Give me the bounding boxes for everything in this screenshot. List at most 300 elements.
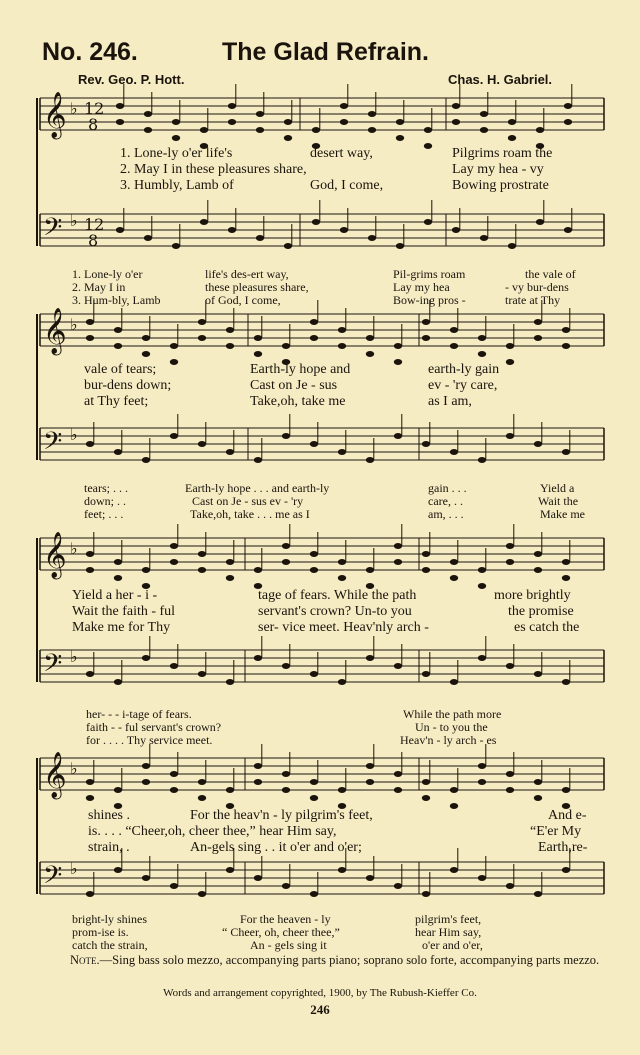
- key-flat: ♭: [70, 99, 78, 118]
- lyric-text: 2. May I in: [72, 280, 126, 294]
- hymn-title: The Glad Refrain.: [222, 38, 429, 66]
- note-head: [366, 779, 374, 785]
- note-head: [562, 679, 570, 685]
- note-head: [144, 235, 152, 241]
- note-head: [86, 319, 94, 325]
- lyric-text: Lay my hea - vy: [452, 162, 544, 177]
- note-head: [562, 787, 570, 793]
- lyric-text: the vale of: [525, 267, 576, 281]
- note-head: [312, 127, 320, 133]
- lyric-text: 1. Lone-ly o'er life's: [120, 146, 233, 161]
- note-head: [312, 219, 320, 225]
- lyric-text: these pleasures share,: [205, 280, 309, 294]
- note-head: [86, 795, 94, 801]
- note-head: [536, 219, 544, 225]
- performance-note: [70, 952, 610, 969]
- note-head: [394, 359, 402, 365]
- note-head: [86, 891, 94, 897]
- note-head: [564, 103, 572, 109]
- lyric-text: “E'er My: [530, 824, 582, 839]
- music-credit: Chas. H. Gabriel.: [448, 72, 553, 87]
- note-head: [228, 227, 236, 233]
- note-head: [284, 243, 292, 249]
- note-head: [284, 119, 292, 125]
- note-head: [562, 559, 570, 565]
- note-head: [366, 457, 374, 463]
- lyric-text: Un - to you the: [415, 720, 488, 734]
- lyric-text: trate at Thy: [505, 293, 561, 307]
- lyric-text: Yield a her - i -: [72, 588, 158, 603]
- note-head: [562, 449, 570, 455]
- note-head: [114, 867, 122, 873]
- note-head: [282, 343, 290, 349]
- note-head: [254, 779, 262, 785]
- treble-clef: 𝄞: [43, 532, 67, 578]
- lyric-text: bright-ly shines: [72, 912, 147, 926]
- note-head: [228, 119, 236, 125]
- lyric-text: vale of tears;: [84, 362, 157, 377]
- words-credit: Rev. Geo. P. Hott.: [78, 72, 185, 87]
- time-signature: 12: [84, 99, 105, 118]
- treble-clef: 𝄞: [43, 752, 67, 798]
- lyric-text: is. . . . “Cheer,oh, cheer thee,” hear Him say,: [88, 824, 337, 839]
- note-head: [338, 575, 346, 581]
- lyric-text: Earth-ly hope . . . and earth-ly: [185, 481, 330, 495]
- lyric-text: 3. Hum-bly, Lamb: [72, 293, 161, 307]
- note-head: [114, 787, 122, 793]
- lyric-text: pilgrim's feet,: [415, 912, 482, 926]
- lyric-text: Yield a: [540, 481, 575, 495]
- note-head: [144, 111, 152, 117]
- note-head: [366, 335, 374, 341]
- note-head: [282, 771, 290, 777]
- lyric-text: es catch the: [514, 620, 580, 635]
- lyric-text: desert way,: [310, 146, 373, 161]
- note-text: —Sing bass solo mezzo, accompanying parts piano; soprano solo forte, accompanying parts mezzo.: [99, 953, 600, 967]
- note-head: [506, 343, 514, 349]
- lyric-text: ev - 'ry care,: [428, 378, 498, 393]
- key-flat: ♭: [70, 539, 78, 558]
- note-head: [534, 551, 542, 557]
- lyric-text: And e-: [548, 808, 587, 823]
- note-head: [396, 243, 404, 249]
- note-head: [142, 457, 150, 463]
- time-signature: 8: [88, 231, 99, 250]
- note-head: [422, 441, 430, 447]
- note-head: [506, 359, 514, 365]
- note-head: [310, 671, 318, 677]
- lyric-text: more brightly: [494, 588, 571, 603]
- note-head: [508, 135, 516, 141]
- note-head: [116, 119, 124, 125]
- note-head: [396, 119, 404, 125]
- note-head: [534, 567, 542, 573]
- note-head: [170, 433, 178, 439]
- note-head: [172, 119, 180, 125]
- note-head: [282, 433, 290, 439]
- note-head: [172, 243, 180, 249]
- lyric-text: For the heav'n - ly pilgrim's feet,: [190, 808, 373, 823]
- lyric-text: Take,oh, take me: [250, 394, 346, 409]
- note-head: [534, 335, 542, 341]
- note-head: [424, 143, 432, 149]
- lyric-text: Earth,re-: [538, 840, 588, 855]
- note-head: [114, 575, 122, 581]
- note-head: [450, 867, 458, 873]
- note-head: [170, 787, 178, 793]
- lyric-text: Earth-ly hope and: [250, 362, 351, 377]
- note-head: [366, 655, 374, 661]
- note-head: [450, 679, 458, 685]
- note-head: [114, 449, 122, 455]
- note-head: [226, 679, 234, 685]
- note-head: [562, 343, 570, 349]
- note-head: [254, 335, 262, 341]
- treble-clef: 𝄞: [43, 308, 67, 354]
- lyric-text: bur-dens down;: [84, 378, 172, 393]
- note-head: [338, 327, 346, 333]
- note-head: [142, 779, 150, 785]
- note-head: [198, 319, 206, 325]
- note-head: [394, 883, 402, 889]
- note-head: [506, 433, 514, 439]
- lyric-text: God, I come,: [310, 178, 384, 193]
- lyric-text: life's des-ert way,: [205, 267, 289, 281]
- note-head: [226, 559, 234, 565]
- note-head: [534, 795, 542, 801]
- note-head: [254, 567, 262, 573]
- note-head: [338, 787, 346, 793]
- note-head: [200, 127, 208, 133]
- lyric-text: Make me for Thy: [72, 620, 171, 635]
- note-head: [86, 671, 94, 677]
- note-head: [396, 135, 404, 141]
- lyric-text: am, . . .: [428, 507, 464, 521]
- lyric-text: An-gels sing . . it o'er and o'er;: [190, 840, 362, 855]
- note-head: [478, 457, 486, 463]
- lyric-text: the promise: [508, 604, 574, 619]
- note-head: [282, 543, 290, 549]
- note-head: [142, 763, 150, 769]
- lyric-text: Bowing prostrate: [452, 178, 549, 193]
- page-number: 246: [310, 1002, 330, 1017]
- note-head: [506, 883, 514, 889]
- lyric-text: strain, .: [88, 840, 130, 855]
- note-head: [86, 335, 94, 341]
- note-head: [172, 135, 180, 141]
- note-head: [450, 803, 458, 809]
- note-head: [366, 875, 374, 881]
- bass-clef: 𝄢: [43, 649, 63, 684]
- note-head: [226, 575, 234, 581]
- note-head: [340, 103, 348, 109]
- note-head: [478, 351, 486, 357]
- note-head: [340, 227, 348, 233]
- key-flat: ♭: [70, 315, 78, 334]
- note-head: [562, 575, 570, 581]
- lyric-text: down; . .: [84, 494, 126, 508]
- note-head: [366, 763, 374, 769]
- note-head: [506, 559, 514, 565]
- note-head: [394, 771, 402, 777]
- note-head: [422, 319, 430, 325]
- note-head: [452, 103, 460, 109]
- note-head: [534, 779, 542, 785]
- note-head: [478, 875, 486, 881]
- note-head: [86, 551, 94, 557]
- note-head: [226, 449, 234, 455]
- note-head: [480, 235, 488, 241]
- note-head: [450, 327, 458, 333]
- note-head: [508, 243, 516, 249]
- note-head: [422, 335, 430, 341]
- note-head: [478, 335, 486, 341]
- note-head: [452, 119, 460, 125]
- note-head: [338, 449, 346, 455]
- note-head: [394, 543, 402, 549]
- note-head: [478, 655, 486, 661]
- note-head: [226, 787, 234, 793]
- note-head: [198, 891, 206, 897]
- note-label: Note.: [70, 953, 100, 967]
- lyric-text: prom-ise is.: [72, 925, 129, 939]
- lyric-text: gain . . .: [428, 481, 467, 495]
- note-head: [424, 127, 432, 133]
- note-head: [256, 127, 264, 133]
- lyric-text: her- - - i-tage of fears.: [86, 707, 192, 721]
- note-head: [338, 679, 346, 685]
- note-head: [256, 111, 264, 117]
- lyric-text: Cast on Je - sus: [250, 378, 338, 393]
- note-head: [86, 441, 94, 447]
- note-head: [422, 891, 430, 897]
- note-head: [424, 219, 432, 225]
- lyric-text: Pilgrims roam the: [452, 146, 553, 161]
- note-head: [478, 583, 486, 589]
- lyric-text: An - gels sing it: [250, 938, 327, 952]
- lyric-text: tears; . . .: [84, 481, 128, 495]
- note-head: [170, 359, 178, 365]
- lyric-text: 1. Lone-ly o'er: [72, 267, 143, 281]
- note-head: [368, 111, 376, 117]
- note-head: [226, 343, 234, 349]
- note-head: [480, 111, 488, 117]
- note-head: [506, 663, 514, 669]
- lyric-text: 3. Humbly, Lamb of: [120, 178, 234, 193]
- note-head: [452, 227, 460, 233]
- note-head: [226, 327, 234, 333]
- note-head: [338, 559, 346, 565]
- note-head: [170, 883, 178, 889]
- lyric-text: Heav'n - ly arch - es: [400, 733, 497, 747]
- note-head: [478, 567, 486, 573]
- lyric-text: Bow-ing pros -: [393, 293, 466, 307]
- lyric-text: catch the strain,: [72, 938, 148, 952]
- note-head: [534, 891, 542, 897]
- note-head: [86, 779, 94, 785]
- note-head: [198, 795, 206, 801]
- note-head: [562, 867, 570, 873]
- note-head: [506, 543, 514, 549]
- note-head: [310, 441, 318, 447]
- note-head: [144, 127, 152, 133]
- lyric-text: tage of fears. While the path: [258, 588, 417, 603]
- note-head: [228, 103, 236, 109]
- note-head: [422, 567, 430, 573]
- lyric-text: - vy bur-dens: [505, 280, 569, 294]
- note-head: [114, 343, 122, 349]
- note-head: [534, 319, 542, 325]
- lyric-text: Pil-grims roam: [393, 267, 466, 281]
- note-head: [142, 351, 150, 357]
- note-head: [310, 551, 318, 557]
- note-head: [564, 119, 572, 125]
- note-head: [478, 779, 486, 785]
- note-head: [338, 867, 346, 873]
- note-head: [282, 883, 290, 889]
- note-head: [310, 567, 318, 573]
- lyric-text: Wait the: [538, 494, 579, 508]
- note-head: [282, 663, 290, 669]
- note-head: [450, 787, 458, 793]
- lyric-text: 2. May I in these pleasures share,: [120, 162, 307, 177]
- copyright-line: Words and arrangement copyrighted, 1900, by The Rubush-Kieffer Co.: [163, 987, 477, 999]
- lyric-text: Take,oh, take . . . me as I: [190, 507, 310, 521]
- note-head: [480, 127, 488, 133]
- lyric-text: o'er and o'er,: [422, 938, 483, 952]
- bass-clef: 𝄢: [43, 427, 63, 462]
- note-head: [422, 551, 430, 557]
- note-head: [310, 335, 318, 341]
- key-flat: ♭: [70, 425, 78, 444]
- note-head: [340, 119, 348, 125]
- lyric-text: For the heaven - ly: [240, 912, 331, 926]
- time-signature: 8: [88, 115, 99, 134]
- note-head: [284, 135, 292, 141]
- note-head: [422, 795, 430, 801]
- lyric-text: Make me: [540, 507, 585, 521]
- note-head: [366, 567, 374, 573]
- note-head: [394, 343, 402, 349]
- note-head: [254, 457, 262, 463]
- lyric-text: of God, I come,: [205, 293, 281, 307]
- note-head: [198, 671, 206, 677]
- lyric-text: shines .: [88, 808, 130, 823]
- hymn-number: No. 246.: [42, 38, 138, 66]
- note-head: [422, 779, 430, 785]
- note-head: [170, 663, 178, 669]
- note-head: [564, 227, 572, 233]
- note-head: [282, 787, 290, 793]
- note-head: [200, 219, 208, 225]
- note-head: [170, 343, 178, 349]
- lyric-text: for . . . . Thy service meet.: [86, 733, 213, 747]
- note-head: [394, 787, 402, 793]
- lyric-text: faith - - ful servant's crown?: [86, 720, 222, 734]
- note-head: [254, 351, 262, 357]
- bass-clef: 𝄢: [43, 213, 63, 248]
- key-flat: ♭: [70, 759, 78, 778]
- note-head: [198, 551, 206, 557]
- treble-clef: 𝄞: [43, 92, 67, 138]
- note-head: [450, 559, 458, 565]
- lyric-text: ser- vice meet. Heav'nly arch -: [258, 620, 429, 635]
- note-head: [116, 227, 124, 233]
- note-head: [170, 543, 178, 549]
- note-head: [506, 787, 514, 793]
- note-head: [534, 671, 542, 677]
- key-flat: ♭: [70, 859, 78, 878]
- note-head: [368, 127, 376, 133]
- note-head: [394, 433, 402, 439]
- note-head: [536, 127, 544, 133]
- note-head: [450, 575, 458, 581]
- note-head: [310, 891, 318, 897]
- note-head: [114, 679, 122, 685]
- lyric-text: care, . .: [428, 494, 463, 508]
- note-head: [394, 559, 402, 565]
- note-head: [116, 103, 124, 109]
- note-head: [198, 567, 206, 573]
- note-head: [170, 771, 178, 777]
- note-head: [142, 335, 150, 341]
- note-head: [310, 319, 318, 325]
- lyric-text: at Thy feet;: [84, 394, 149, 409]
- lyric-text: While the path more: [403, 707, 502, 721]
- note-head: [142, 655, 150, 661]
- note-head: [310, 779, 318, 785]
- key-flat: ♭: [70, 647, 78, 666]
- key-flat: ♭: [70, 211, 78, 230]
- note-head: [142, 875, 150, 881]
- lyric-text: feet; . . .: [84, 507, 124, 521]
- note-head: [198, 335, 206, 341]
- note-head: [226, 867, 234, 873]
- note-head: [508, 119, 516, 125]
- lyric-text: servant's crown? Un-to you: [258, 604, 412, 619]
- note-head: [282, 559, 290, 565]
- note-head: [506, 771, 514, 777]
- note-head: [450, 343, 458, 349]
- bass-clef: 𝄢: [43, 861, 63, 896]
- note-head: [478, 763, 486, 769]
- note-head: [338, 343, 346, 349]
- lyric-text: Lay my hea: [393, 280, 450, 294]
- note-head: [394, 663, 402, 669]
- lyric-text: hear Him say,: [415, 925, 482, 939]
- lyric-text: as I am,: [428, 394, 472, 409]
- note-head: [142, 567, 150, 573]
- lyric-text: earth-ly gain: [428, 362, 500, 377]
- note-head: [254, 763, 262, 769]
- note-head: [198, 779, 206, 785]
- note-head: [368, 235, 376, 241]
- note-head: [114, 327, 122, 333]
- note-head: [198, 441, 206, 447]
- lyric-text: “ Cheer, oh, cheer thee,”: [222, 925, 340, 939]
- lyric-text: Cast on Je - sus ev - 'ry: [192, 494, 304, 508]
- note-head: [114, 559, 122, 565]
- note-head: [310, 795, 318, 801]
- note-head: [366, 351, 374, 357]
- note-head: [422, 671, 430, 677]
- note-head: [562, 327, 570, 333]
- time-signature: 12: [84, 215, 105, 234]
- note-head: [254, 875, 262, 881]
- note-head: [534, 441, 542, 447]
- note-head: [170, 559, 178, 565]
- note-head: [256, 235, 264, 241]
